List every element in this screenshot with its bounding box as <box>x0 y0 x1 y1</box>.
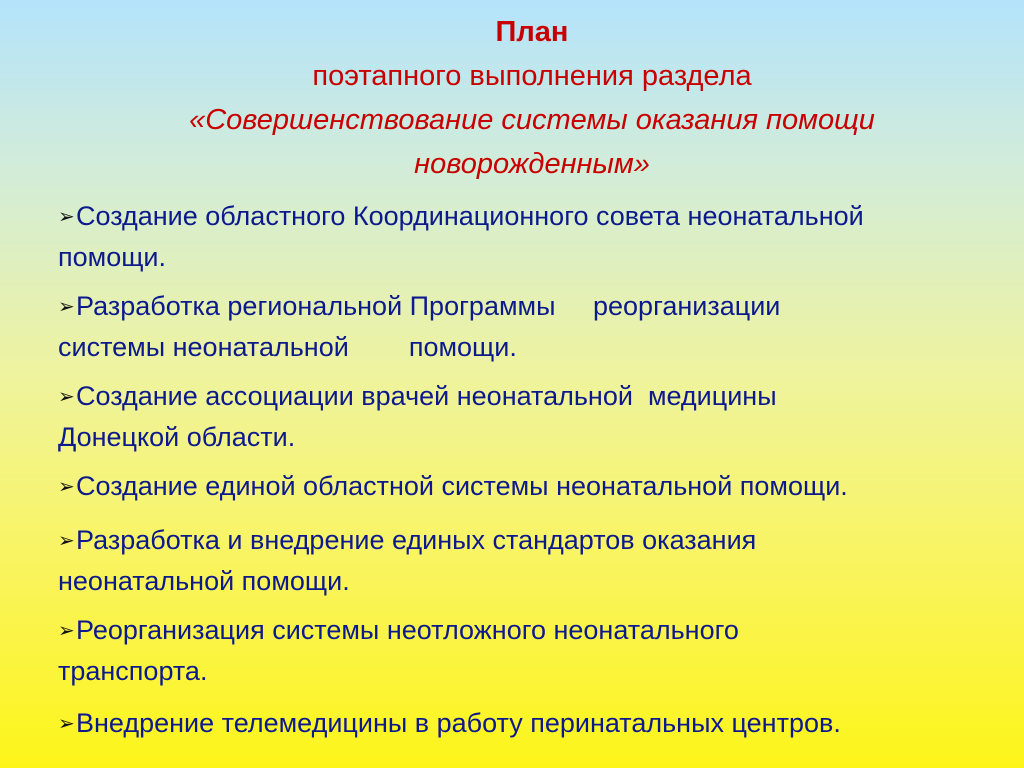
bullet-text: Создание ассоциации врачей неонатальной медицины <box>76 381 777 411</box>
arrow-bullet-icon: ➢ <box>58 206 75 228</box>
list-item <box>58 376 1008 457</box>
bullet-text: Разработка региональной Программы реорганизации <box>76 291 781 321</box>
slide-quote-line-2: новорожденным» <box>414 148 650 180</box>
arrow-bullet-icon: ➢ <box>58 386 75 408</box>
list-item <box>58 703 1008 744</box>
bullet-text-continued: системы неонатальной помощи. <box>58 332 517 362</box>
bullet-text-continued: неонатальной помощи. <box>58 566 350 596</box>
list-item <box>58 466 1008 507</box>
bullet-text-continued: транспорта. <box>58 656 208 686</box>
arrow-bullet-icon: ➢ <box>58 530 75 552</box>
bullet-text: Создание областного Координационного совета неонатальной <box>76 201 864 231</box>
bullet-text: Создание единой областной системы неонатальной помощи. <box>76 471 848 501</box>
arrow-bullet-icon: ➢ <box>58 713 75 735</box>
arrow-bullet-icon: ➢ <box>58 296 75 318</box>
list-item <box>58 610 1008 691</box>
list-item <box>58 196 1008 277</box>
bullet-text-continued: помощи. <box>58 242 167 272</box>
bullet-text: Реорганизация системы неотложного неонатального <box>76 615 739 645</box>
arrow-bullet-icon: ➢ <box>58 476 75 498</box>
slide-quote-line-1: «Совершенствование системы оказания помощи <box>189 104 875 136</box>
slide-title-block <box>20 10 1024 186</box>
bullet-text-continued: Донецкой области. <box>58 422 296 452</box>
bullet-text: Внедрение телемедицины в работу перинатальных центров. <box>76 708 841 738</box>
arrow-bullet-icon: ➢ <box>58 620 75 642</box>
slide-subtitle: поэтапного выполнения раздела <box>312 60 752 92</box>
slide-title: План <box>495 16 569 48</box>
list-item <box>58 520 1008 601</box>
list-item <box>58 286 1008 367</box>
bullet-text: Разработка и внедрение единых стандартов оказания <box>76 525 757 555</box>
